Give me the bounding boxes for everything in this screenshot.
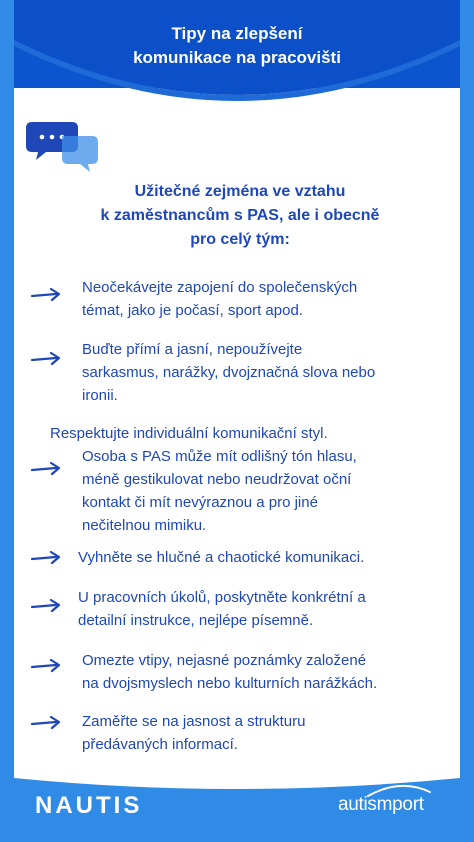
autismport-logo: autismport xyxy=(338,794,424,815)
tip-line: méně gestikulovat nebo neudržovat oční xyxy=(82,471,352,488)
tip-line: předávaných informací. xyxy=(82,736,238,753)
page-title xyxy=(0,22,474,70)
tip-line: témat, jako je počasí, sport apod. xyxy=(82,302,303,319)
arrow-right-icon xyxy=(30,716,62,730)
tip-line: Zaměřte se na jasnost a strukturu xyxy=(82,713,306,730)
arrow-right-icon xyxy=(30,288,62,302)
tip-line: detailní instrukce, nejlépe písemně. xyxy=(78,612,314,629)
tip-text xyxy=(82,338,450,407)
tip-line: Respektujte individuální komunikační styl. xyxy=(50,425,328,442)
tip-line: Omezte vtipy, nejasné poznámky založené xyxy=(82,652,367,669)
tip-text xyxy=(82,276,450,322)
tip-line: Vyhněte se hlučné a chaotické komunikaci. xyxy=(78,549,365,566)
arrow-right-icon xyxy=(30,659,62,673)
intro-line-2: k zaměstnancům s PAS, ale i obecně xyxy=(100,207,380,224)
arrow-right-icon xyxy=(30,352,62,366)
tip-line: Osoba s PAS může mít odlišný tón hlasu, xyxy=(82,448,357,465)
tip-line: na dvojsmyslech nebo kulturních narážkách. xyxy=(82,675,378,692)
title-line-1: Tipy na zlepšení xyxy=(171,24,303,43)
tip-line: ironii. xyxy=(82,387,118,404)
tip-text xyxy=(82,710,450,756)
tip-line: sarkasmus, narážky, dvojznačná slova nebo xyxy=(82,364,376,381)
arrow-right-icon xyxy=(30,551,62,565)
tip-line: Neočekávejte zapojení do společenských xyxy=(82,279,358,296)
tip-text xyxy=(82,649,450,695)
intro-heading xyxy=(60,180,420,252)
tip-line: nečitelnou mimiku. xyxy=(82,517,207,534)
tip-text xyxy=(78,586,446,632)
tip-line: U pracovních úkolů, poskytněte konkrétní a xyxy=(78,589,366,606)
tip-line: kontakt či mít nevýraznou a pro jiné xyxy=(82,494,318,511)
tip-text xyxy=(78,546,446,569)
nautis-logo: NAUTIS xyxy=(35,792,143,819)
intro-line-1: Užitečné zejména ve vztahu xyxy=(134,183,346,200)
arrow-right-icon xyxy=(30,599,62,613)
chat-bubbles-icon xyxy=(22,118,102,176)
intro-line-3: pro celý tým: xyxy=(190,231,290,248)
tip-text xyxy=(50,422,460,537)
tip-line: Buďte přímí a jasní, nepoužívejte xyxy=(82,341,303,358)
title-line-2: komunikace na pracovišti xyxy=(133,48,341,67)
